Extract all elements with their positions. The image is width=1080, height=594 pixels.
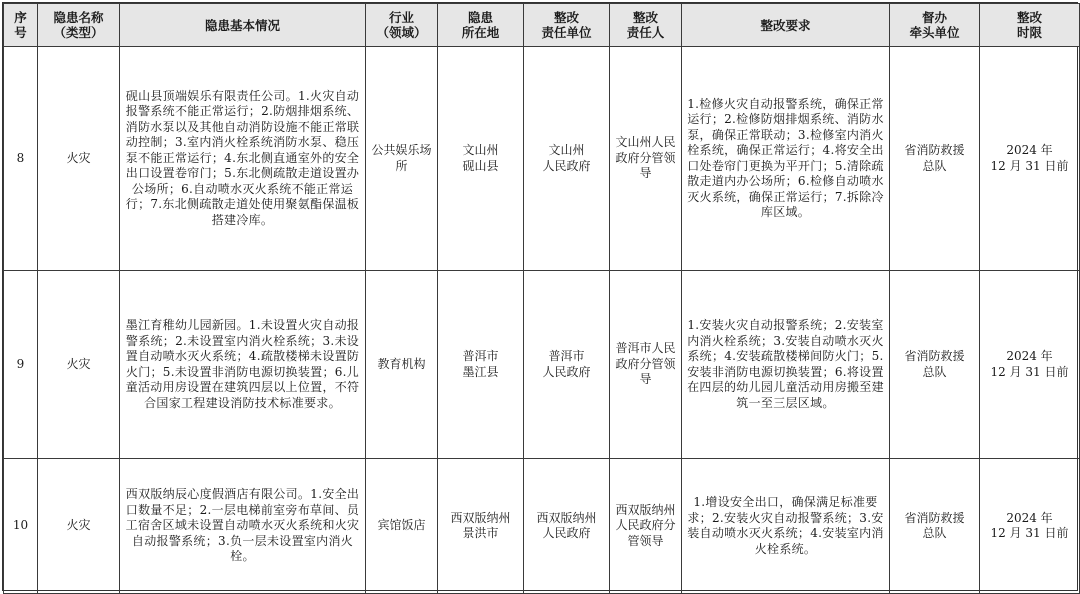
header-row xyxy=(4,4,1080,47)
cell-unit: 西双版纳州 人民政府 xyxy=(524,459,610,594)
header-situation: 隐患基本情况 xyxy=(120,4,366,47)
header-lead: 督办 牵头单位 xyxy=(890,4,980,47)
cell-location: 普洱市 墨江县 xyxy=(438,271,524,459)
table-row xyxy=(4,459,1080,594)
cell-industry: 公共娱乐场所 xyxy=(366,47,438,271)
header-requirement: 整改要求 xyxy=(682,4,890,47)
cell-location: 西双版纳州 景洪市 xyxy=(438,459,524,594)
hazard-table xyxy=(3,3,1080,594)
cell-seq: 8 xyxy=(4,47,38,271)
header-unit: 整改 责任单位 xyxy=(524,4,610,47)
header-deadline: 整改 时限 xyxy=(980,4,1080,47)
header-person: 整改 责任人 xyxy=(610,4,682,47)
cell-requirement: 1.增设安全出口，确保满足标准要求；2.安装火灾自动报警系统；3.安装自动喷水灭火系统；4.安装室内消火栓系统。 xyxy=(682,459,890,594)
cell-industry: 教育机构 xyxy=(366,271,438,459)
cell-situation: 墨江育稚幼儿园新园。1.未设置火灾自动报警系统；2.未设置室内消火栓系统；3.未设置自动喷水灭火系统；4.疏散楼梯未设置防火门；5.未设置非消防电源切换装置；6.儿童活动用房设置在建筑四层以上位置，不符合国家工程建设消防技术标准要求。 xyxy=(120,271,366,459)
header-name: 隐患名称 （类型） xyxy=(38,4,120,47)
cell-seq: 9 xyxy=(4,271,38,459)
cell-requirement: 1.安装火灾自动报警系统；2.安装室内消火栓系统；3.安装自动喷水灭火系统；4.安装疏散楼梯间防火门；5.安装非消防电源切换装置；6.将设置在四层的幼儿园儿童活动用房搬至建筑一至三层区域。 xyxy=(682,271,890,459)
table-row xyxy=(4,271,1080,459)
cell-deadline: 2024 年 12 月 31 日前 xyxy=(980,47,1080,271)
cell-type: 火灾 xyxy=(38,271,120,459)
cell-situation: 西双版纳辰心度假酒店有限公司。1.安全出口数量不足；2.一层电梯前室旁布草间、员工宿舍区域未设置自动喷水灭火系统和火灾自动报警系统；3.负一层未设置室内消火栓。 xyxy=(120,459,366,594)
header-industry: 行业 （领域） xyxy=(366,4,438,47)
cell-unit: 普洱市 人民政府 xyxy=(524,271,610,459)
cell-deadline: 2024 年 12 月 31 日前 xyxy=(980,459,1080,594)
header-location: 隐患 所在地 xyxy=(438,4,524,47)
cell-type: 火灾 xyxy=(38,47,120,271)
cell-requirement: 1.检修火灾自动报警系统，确保正常运行；2.检修防烟排烟系统、消防水泵，确保正常联动；3.检修室内消火栓系统，确保正常运行；4.将安全出口处卷帘门更换为平开门；5.清除疏散走道内办公场所；6.检修自动喷水灭火系统，确保正常运行；7.拆除冷库区域。 xyxy=(682,47,890,271)
cell-situation: 砚山县顶端娱乐有限责任公司。1.火灾自动报警系统不能正常运行；2.防烟排烟系统、消防水泵以及其他自动消防设施不能正常联动控制；3.室内消火栓系统消防水泵、稳压泵不能正常运行；4.东北侧直通室外的安全出口设置卷帘门；5.东北侧疏散走道设置办公场所；6.自动喷水灭火系统不能正常运行；7.东北侧疏散走道处使用聚氨酯保温板搭建冷库。 xyxy=(120,47,366,271)
cell-person: 普洱市人民政府分管领导 xyxy=(610,271,682,459)
header-seq: 序 号 xyxy=(4,4,38,47)
cell-industry: 宾馆饭店 xyxy=(366,459,438,594)
cell-person: 文山州人民政府分管领导 xyxy=(610,47,682,271)
cell-location: 文山州 砚山县 xyxy=(438,47,524,271)
cell-person: 西双版纳州人民政府分管领导 xyxy=(610,459,682,594)
cell-lead: 省消防救援 总队 xyxy=(890,271,980,459)
cell-seq: 10 xyxy=(4,459,38,594)
cell-lead: 省消防救援 总队 xyxy=(890,47,980,271)
cell-lead: 省消防救援 总队 xyxy=(890,459,980,594)
table-row xyxy=(4,47,1080,271)
cell-type: 火灾 xyxy=(38,459,120,594)
hazard-table-sheet xyxy=(2,2,1078,591)
cell-deadline: 2024 年 12 月 31 日前 xyxy=(980,271,1080,459)
cell-unit: 文山州 人民政府 xyxy=(524,47,610,271)
